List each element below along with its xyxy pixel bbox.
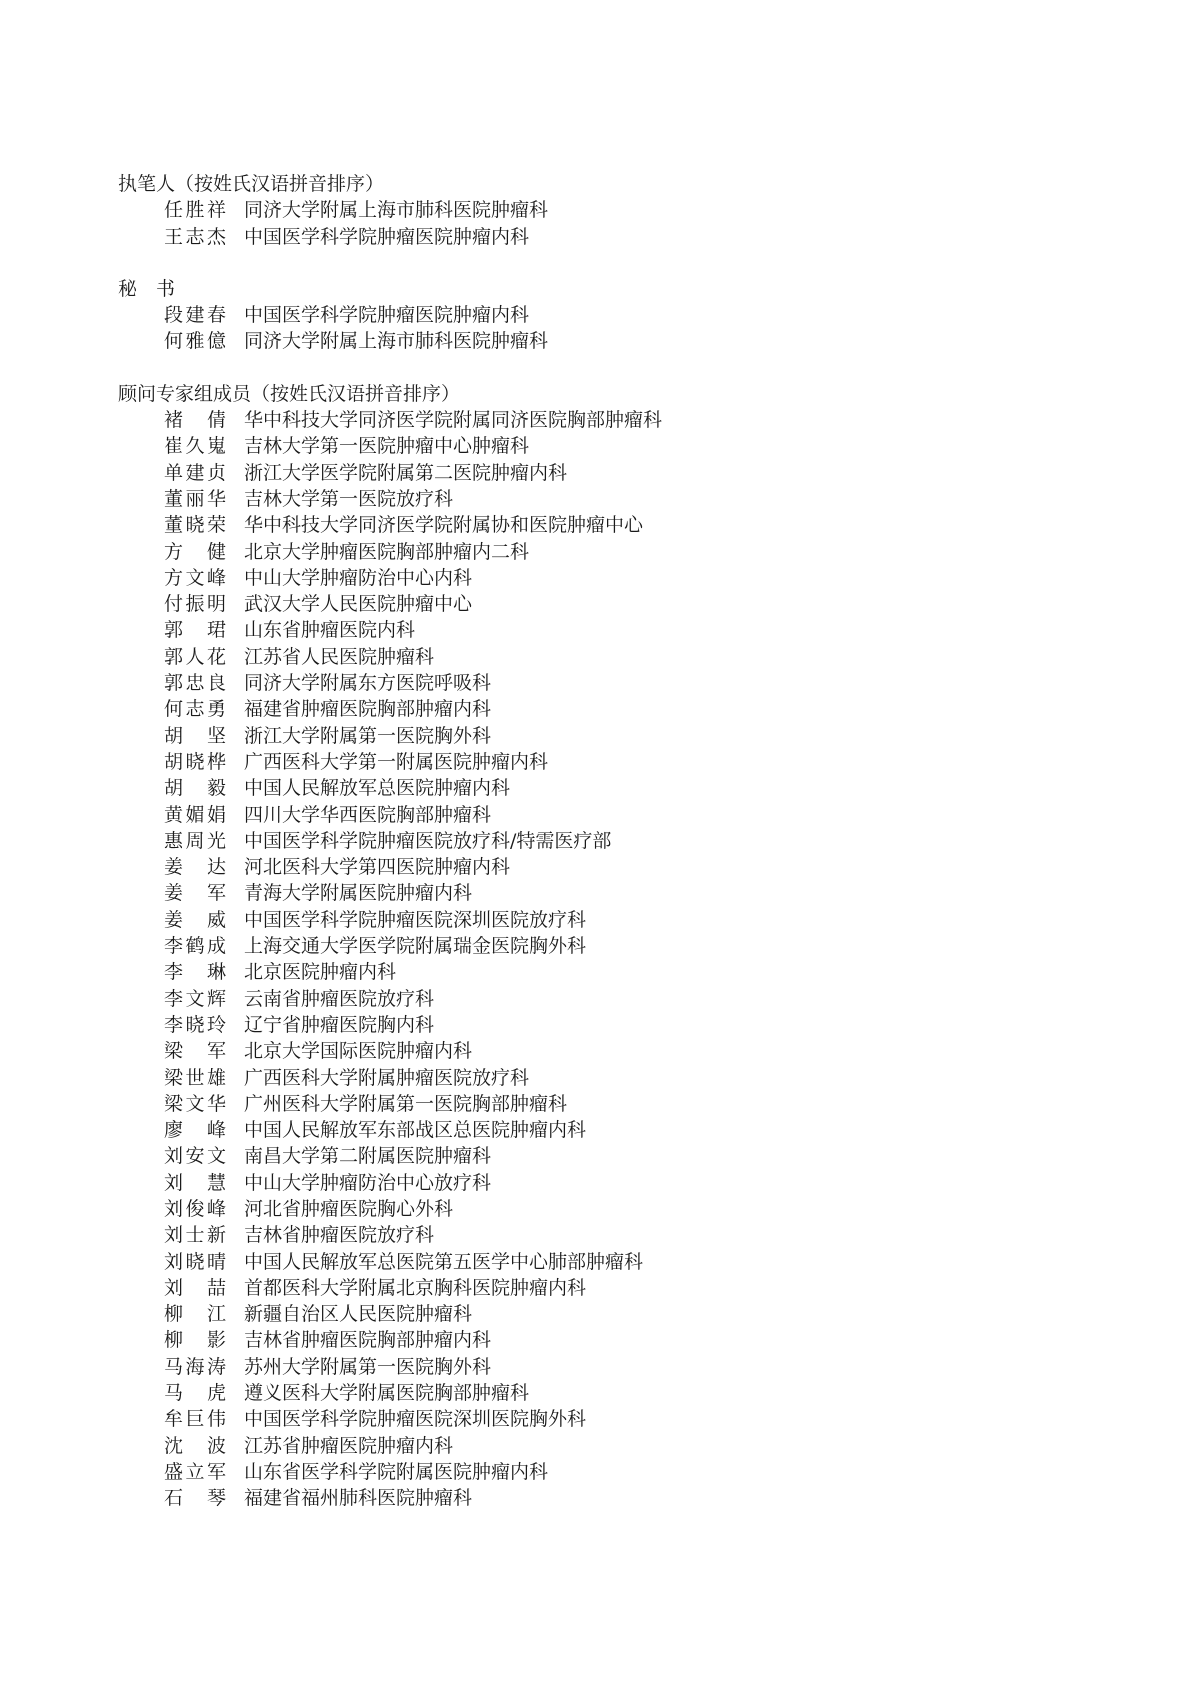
member-name: 刘 慧 (164, 1171, 226, 1194)
list-item (118, 775, 1118, 801)
member-institution: 华中科技大学同济医学院附属协和医院肿瘤中心 (244, 514, 644, 537)
list-item (118, 460, 1118, 486)
list-item (118, 854, 1118, 880)
member-institution: 浙江大学医学院附属第二医院肿瘤内科 (244, 461, 568, 484)
member-name: 董晓荣 (164, 514, 226, 537)
member-name: 李 琳 (164, 961, 226, 984)
list-item (118, 407, 1118, 433)
section-heading: 顾问专家组成员（按姓氏汉语拼音排序） (118, 382, 461, 405)
member-name: 任胜祥 (164, 199, 226, 222)
member-institution: 苏州大学附属第一医院胸外科 (244, 1355, 492, 1378)
member-name: 何志勇 (164, 698, 226, 721)
section-advisory-panel (118, 381, 1118, 1512)
member-name: 姜 达 (164, 856, 226, 879)
member-institution: 广西医科大学附属肿瘤医院放疗科 (244, 1066, 530, 1089)
member-name: 方文峰 (164, 566, 226, 589)
member-entries (118, 407, 1118, 1511)
member-institution: 中国医学科学院肿瘤医院深圳医院胸外科 (244, 1408, 587, 1431)
member-institution: 南昌大学第二附属医院肿瘤科 (244, 1145, 492, 1168)
member-institution: 吉林大学第一医院肿瘤中心肿瘤科 (244, 435, 530, 458)
list-item (118, 539, 1118, 565)
member-name: 梁文华 (164, 1092, 226, 1115)
member-institution: 同济大学附属上海市肺科医院肿瘤科 (244, 199, 549, 222)
member-institution: 四川大学华西医院胸部肿瘤科 (244, 803, 492, 826)
member-institution: 辽宁省肿瘤医院胸内科 (244, 1013, 435, 1036)
member-institution: 河北省肿瘤医院胸心外科 (244, 1197, 454, 1220)
list-item (118, 1459, 1118, 1485)
member-name: 胡晓桦 (164, 750, 226, 773)
member-institution: 武汉大学人民医院肿瘤中心 (244, 593, 473, 616)
member-name: 刘 喆 (164, 1276, 226, 1299)
member-name: 李文辉 (164, 987, 226, 1010)
list-item (118, 959, 1118, 985)
member-name: 廖 峰 (164, 1119, 226, 1142)
member-name: 石 琴 (164, 1487, 226, 1510)
list-item (118, 1249, 1118, 1275)
member-name: 沈 波 (164, 1434, 226, 1457)
member-name: 刘安文 (164, 1145, 226, 1168)
member-name: 盛立军 (164, 1460, 226, 1483)
list-item (118, 696, 1118, 722)
list-item (118, 1406, 1118, 1432)
member-institution: 上海交通大学医学院附属瑞金医院胸外科 (244, 935, 587, 958)
member-name: 胡 毅 (164, 777, 226, 800)
member-institution: 吉林省肿瘤医院胸部肿瘤内科 (244, 1329, 492, 1352)
member-name: 郭人花 (164, 645, 226, 668)
member-name: 梁 军 (164, 1040, 226, 1063)
list-item (118, 197, 1118, 223)
member-entries (118, 302, 1118, 355)
member-institution: 中国医学科学院肿瘤医院深圳医院放疗科 (244, 908, 587, 931)
list-item (118, 933, 1118, 959)
member-name: 惠周光 (164, 829, 226, 852)
member-institution: 吉林大学第一医院放疗科 (244, 487, 454, 510)
member-name: 崔久嵬 (164, 435, 226, 458)
list-item (118, 1275, 1118, 1301)
member-name: 刘俊峰 (164, 1197, 226, 1220)
list-item (118, 802, 1118, 828)
member-institution: 浙江大学附属第一医院胸外科 (244, 724, 492, 747)
list-item (118, 1012, 1118, 1038)
section-authors (118, 171, 1118, 250)
list-item (118, 907, 1118, 933)
member-institution: 中国医学科学院肿瘤医院放疗科/特需医疗部 (244, 829, 612, 852)
member-institution: 新疆自治区人民医院肿瘤科 (244, 1303, 473, 1326)
member-institution: 福建省福州肺科医院肿瘤科 (244, 1487, 473, 1510)
list-item (118, 1380, 1118, 1406)
member-institution: 中山大学肿瘤防治中心内科 (244, 566, 473, 589)
member-name: 李晓玲 (164, 1013, 226, 1036)
list-item (118, 723, 1118, 749)
member-institution: 青海大学附属医院肿瘤内科 (244, 882, 473, 905)
member-name: 褚 倩 (164, 409, 226, 432)
list-item (118, 1196, 1118, 1222)
member-institution: 吉林省肿瘤医院放疗科 (244, 1224, 435, 1247)
member-entries (118, 197, 1118, 250)
member-institution: 广西医科大学第一附属医院肿瘤内科 (244, 750, 549, 773)
member-name: 马海涛 (164, 1355, 226, 1378)
list-item (118, 828, 1118, 854)
list-item (118, 328, 1118, 354)
member-institution: 中国人民解放军总医院第五医学中心肺部肿瘤科 (244, 1250, 644, 1273)
list-item (118, 1327, 1118, 1353)
member-name: 柳 影 (164, 1329, 226, 1352)
list-item (118, 1301, 1118, 1327)
member-name: 单建贞 (164, 461, 226, 484)
member-institution: 同济大学附属上海市肺科医院肿瘤科 (244, 330, 549, 353)
member-name: 李鹤成 (164, 935, 226, 958)
member-institution: 华中科技大学同济医学院附属同济医院胸部肿瘤科 (244, 409, 663, 432)
member-institution: 中国人民解放军总医院肿瘤内科 (244, 777, 511, 800)
list-item (118, 302, 1118, 328)
member-institution: 中国医学科学院肿瘤医院肿瘤内科 (244, 304, 530, 327)
member-institution: 遵义医科大学附属医院胸部肿瘤科 (244, 1382, 530, 1405)
member-institution: 中山大学肿瘤防治中心放疗科 (244, 1171, 492, 1194)
list-item (118, 1065, 1118, 1091)
list-item (118, 1485, 1118, 1511)
member-name: 姜 威 (164, 908, 226, 931)
section-heading: 执笔人（按姓氏汉语拼音排序） (118, 173, 385, 195)
member-name: 何雅億 (164, 330, 226, 353)
member-institution: 同济大学附属东方医院呼吸科 (244, 672, 492, 695)
member-name: 段建春 (164, 304, 226, 327)
member-name: 方 健 (164, 540, 226, 563)
member-name: 马 虎 (164, 1382, 226, 1405)
list-item (118, 433, 1118, 459)
member-name: 梁世雄 (164, 1066, 226, 1089)
list-item (118, 986, 1118, 1012)
member-name: 刘晓晴 (164, 1250, 226, 1273)
member-institution: 江苏省人民医院肿瘤科 (244, 645, 435, 668)
list-item (118, 880, 1118, 906)
member-institution: 江苏省肿瘤医院肿瘤内科 (244, 1434, 454, 1457)
member-institution: 中国医学科学院肿瘤医院肿瘤内科 (244, 225, 530, 248)
member-name: 郭 珺 (164, 619, 226, 642)
section-heading: 秘 书 (118, 277, 176, 300)
member-institution: 北京大学肿瘤医院胸部肿瘤内二科 (244, 540, 530, 563)
list-item (118, 617, 1118, 643)
member-name: 柳 江 (164, 1303, 226, 1326)
list-item (118, 1117, 1118, 1143)
member-institution: 北京医院肿瘤内科 (244, 961, 397, 984)
list-item (118, 1170, 1118, 1196)
list-item (118, 749, 1118, 775)
list-item (118, 670, 1118, 696)
member-institution: 山东省医学科学院附属医院肿瘤内科 (244, 1460, 549, 1483)
list-item (118, 591, 1118, 617)
member-institution: 广州医科大学附属第一医院胸部肿瘤科 (244, 1092, 568, 1115)
list-item (118, 486, 1118, 512)
member-institution: 首都医科大学附属北京胸科医院肿瘤内科 (244, 1276, 587, 1299)
member-institution: 云南省肿瘤医院放疗科 (244, 987, 435, 1010)
member-name: 董丽华 (164, 487, 226, 510)
list-item (118, 644, 1118, 670)
section-secretary (118, 276, 1118, 355)
list-item (118, 224, 1118, 250)
member-name: 胡 坚 (164, 724, 226, 747)
list-item (118, 512, 1118, 538)
member-institution: 山东省肿瘤医院内科 (244, 619, 416, 642)
list-item (118, 565, 1118, 591)
member-institution: 中国人民解放军东部战区总医院肿瘤内科 (244, 1119, 587, 1142)
member-institution: 河北医科大学第四医院肿瘤内科 (244, 856, 511, 879)
list-item (118, 1222, 1118, 1248)
member-name: 牟巨伟 (164, 1408, 226, 1431)
member-name: 王志杰 (164, 225, 226, 248)
member-name: 姜 军 (164, 882, 226, 905)
list-item (118, 1038, 1118, 1064)
member-list (118, 171, 1118, 1512)
list-item (118, 1354, 1118, 1380)
list-item (118, 1091, 1118, 1117)
member-name: 黄媚娟 (164, 803, 226, 826)
member-institution: 北京大学国际医院肿瘤内科 (244, 1040, 473, 1063)
member-name: 郭忠良 (164, 672, 226, 695)
list-item (118, 1143, 1118, 1169)
list-item (118, 1433, 1118, 1459)
member-name: 刘士新 (164, 1224, 226, 1247)
member-name: 付振明 (164, 593, 226, 616)
member-institution: 福建省肿瘤医院胸部肿瘤内科 (244, 698, 492, 721)
